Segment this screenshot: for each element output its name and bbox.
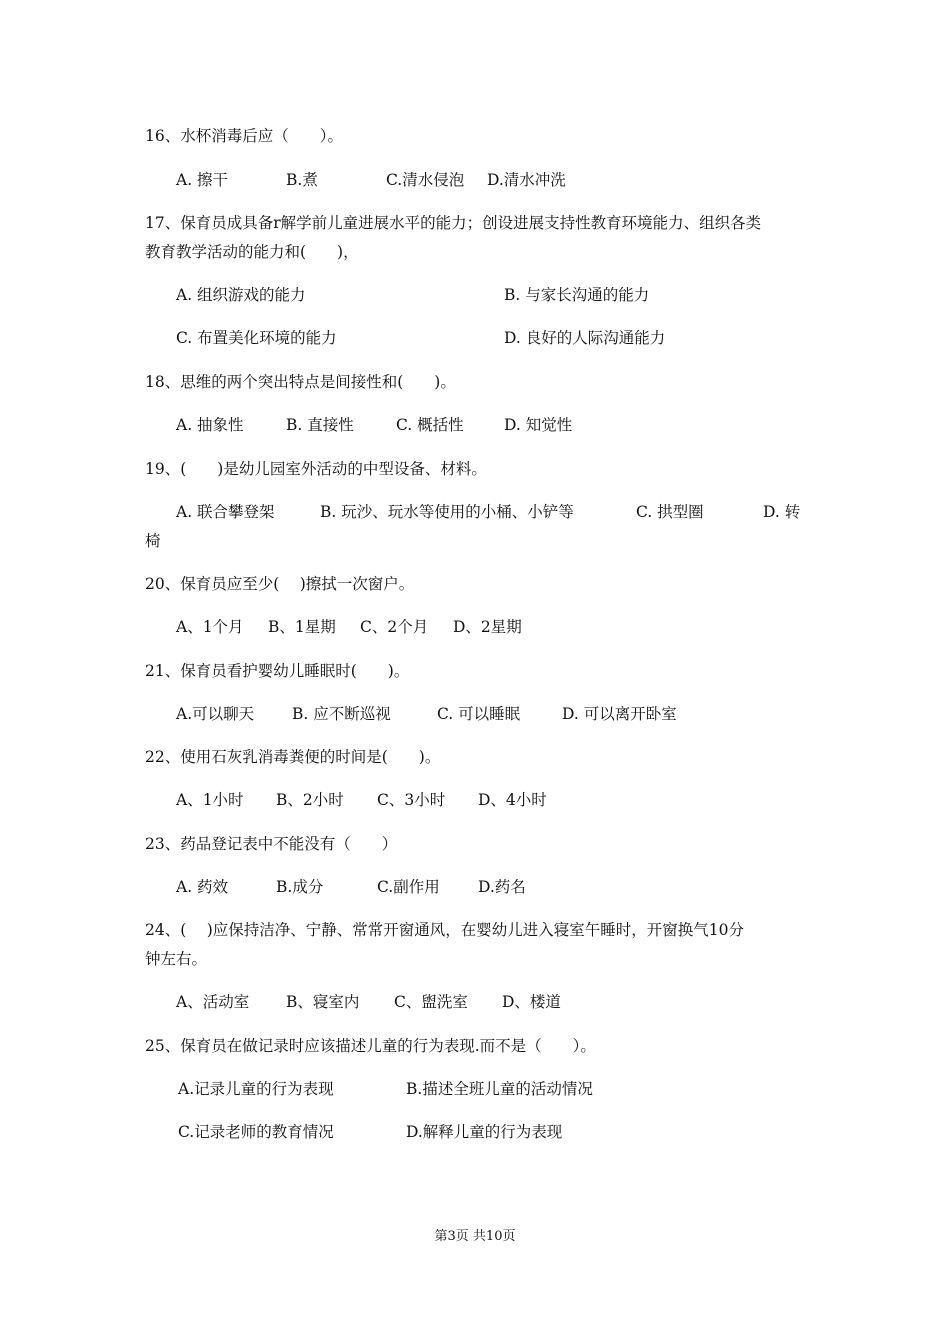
q22-option-c: C、3小时 — [377, 791, 446, 809]
question-17-line-1: 17、保育员成具备r解学前儿童进展水平的能力；创设进展支持性教育环境能力、组织各类 — [145, 214, 762, 232]
q16-option-a: A. 擦干 — [176, 171, 229, 189]
question-24-line-2: 钟左右。 — [145, 950, 208, 968]
q17-option-a: A. 组织游戏的能力 — [176, 286, 306, 304]
q16-option-b: B.煮 — [286, 171, 318, 189]
q18-option-b: B. 直接性 — [286, 416, 354, 434]
q19-option-b: B. 玩沙、玩水等使用的小桶、小铲等 — [320, 503, 574, 521]
question-16: 16、水杯消毒后应（ ）。 — [145, 127, 343, 145]
q16-option-c: C.清水侵泡 — [386, 171, 465, 189]
q23-option-a: A. 药效 — [176, 878, 229, 896]
q18-option-a: A. 抽象性 — [176, 416, 244, 434]
q21-option-b: B. 应不断巡视 — [292, 705, 391, 723]
q21-option-d: D. 可以离开卧室 — [562, 705, 677, 723]
question-18: 18、思维的两个突出特点是间接性和( )。 — [145, 373, 456, 391]
q22-option-b: B、2小时 — [276, 791, 344, 809]
q18-option-c: C. 概括性 — [396, 416, 464, 434]
q19-option-d: D. 转 — [763, 503, 801, 521]
q22-option-a: A、1小时 — [176, 791, 244, 809]
question-20: 20、保育员应至少( )擦拭一次窗户。 — [145, 575, 415, 593]
question-21: 21、保育员看护婴幼儿睡眠时( )。 — [145, 662, 410, 680]
q21-option-c: C. 可以睡眠 — [437, 705, 521, 723]
q25-option-d: D.解释儿童的行为表现 — [406, 1123, 563, 1141]
q20-option-b: B、1星期 — [268, 618, 336, 636]
q20-option-a: A、1个月 — [176, 618, 244, 636]
q23-option-d: D.药名 — [478, 878, 526, 896]
q25-option-b: B.描述全班儿童的活动情况 — [406, 1080, 593, 1098]
q21-option-a: A.可以聊天 — [176, 705, 255, 723]
q24-option-a: A、活动室 — [176, 993, 250, 1011]
q17-option-c: C. 布置美化环境的能力 — [176, 329, 337, 347]
q25-option-a: A.记录儿童的行为表现 — [178, 1080, 334, 1098]
q16-option-d: D.清水冲洗 — [487, 171, 566, 189]
question-23: 23、药品登记表中不能没有（ ） — [145, 835, 398, 853]
q19-option-c: C. 拱型圈 — [636, 503, 704, 521]
q22-option-d: D、4小时 — [478, 791, 547, 809]
q19-option-d-wrap: 椅 — [145, 532, 161, 550]
q23-option-b: B.成分 — [276, 878, 324, 896]
question-22: 22、使用石灰乳消毒粪便的时间是( )。 — [145, 748, 441, 766]
q17-option-b: B. 与家长沟通的能力 — [504, 286, 650, 304]
q23-option-c: C.副作用 — [377, 878, 440, 896]
page-number-footer: 第3页 共10页 — [434, 1229, 516, 1244]
question-19: 19、( )是幼儿园室外活动的中型设备、材料。 — [145, 460, 487, 478]
q24-option-d: D、楼道 — [502, 993, 561, 1011]
q20-option-d: D、2星期 — [453, 618, 522, 636]
q19-option-a: A. 联合攀登架 — [176, 503, 275, 521]
q17-option-d: D. 良好的人际沟通能力 — [504, 329, 666, 347]
question-17-line-2: 教育教学活动的能力和( )， — [145, 243, 359, 261]
question-24-line-1: 24、( )应保持洁净、宁静、常常开窗通风，在婴幼儿进入寝室午睡时，开窗换气10分 — [145, 921, 744, 939]
q20-option-c: C、2个月 — [360, 618, 429, 636]
q24-option-c: C、盥洗室 — [394, 993, 468, 1011]
q18-option-d: D. 知觉性 — [504, 416, 573, 434]
question-25: 25、保育员在做记录时应该描述儿童的行为表现.而不是（ ）。 — [145, 1037, 596, 1055]
q24-option-b: B、寝室内 — [286, 993, 360, 1011]
q25-option-c: C.记录老师的教育情况 — [178, 1123, 334, 1141]
